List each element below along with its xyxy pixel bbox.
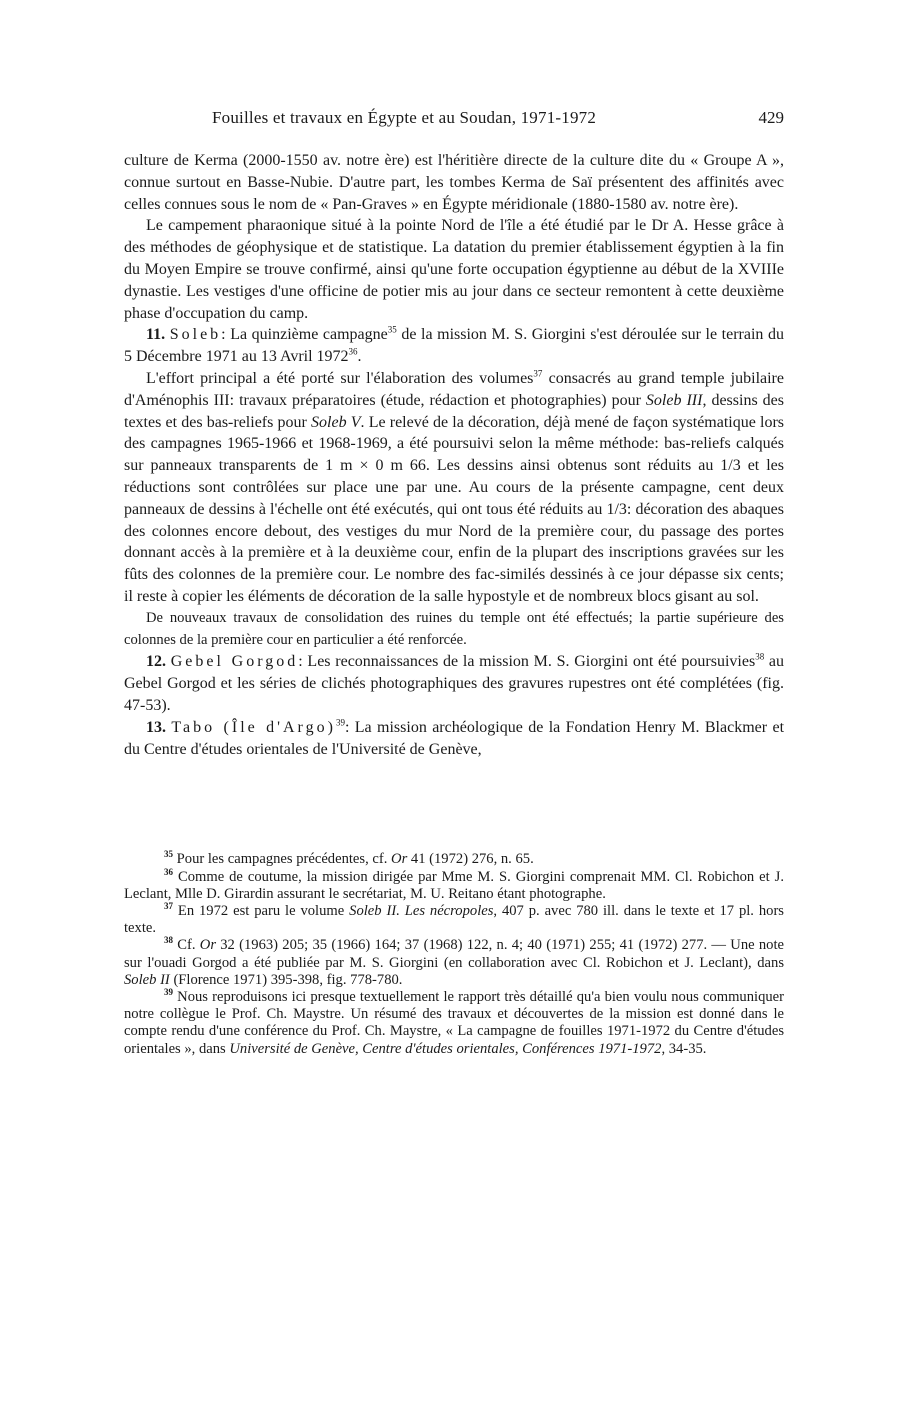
- footnote-35: $^{35}$ Pour les campagnes précédentes, cf. Or 41 (1972) 276, n. 65.: [164, 849, 534, 868]
- note-ref: 35: [387, 325, 397, 336]
- place-name: Gebel Gorgod: [170, 653, 299, 671]
- note-ref: 37: [533, 368, 543, 379]
- section-number: 13.: [146, 718, 166, 736]
- note-ref: 36: [348, 346, 358, 357]
- section-number: 12.: [146, 653, 166, 671]
- paragraph-kerma: culture de Kerma (2000-1550 av. notre ère) est l'héritière directe de la culture dite du « Groupe A », connue surtout en Basse-Nubie. D'autre part, les tombes Kerma de Saï présentent des affinités avec celles connues sous le nom de « Pan-Graves » en Égypte méridionale (1880-1580 av. notre ère).: [124, 152, 784, 213]
- document-page: [124, 108, 784, 1058]
- place-name: Soleb: [169, 326, 222, 344]
- paragraph-soleb: 11. Soleb: La quinzième campagne$^{35}$ de la mission M. S. Giorgini s'est déroulée sur le terrain du 5 Décembre 1971 au 13 Avril 1972$^{36}$.: [124, 325, 785, 366]
- paragraph-consolidation: De nouveaux travaux de consolidation des ruines du temple ont été effectués; la partie supérieure des colonnes de la première cour en particulier a été renforcée.: [124, 609, 784, 648]
- paragraph-campement: Le campement pharaonique situé à la pointe Nord de l'île a été étudié par le Dr A. Hesse grâce à des méthodes de géophysique et de statistique. La datation du premier établissement égyptien à la fin du Moyen Empire se trouve confirmé, ainsi qu'une forte occupation égyptienne au début de la XVIIIe dynastie. Les vestiges d'une officine de potier mis au jour dans ce secteur remontent à cette deuxième phase d'occupation du camp.: [124, 217, 784, 322]
- place-name: Tabo (Île d'Argo): [171, 718, 336, 736]
- note-ref: 38: [755, 652, 765, 662]
- paragraph-effort: L'effort principal a été porté sur l'élaboration des volumes$^{37}$ consacrés au grand temple jubilaire d'Aménophis III: travaux préparatoires (étude, rédaction et photographies) pour Soleb III, dessins des textes et des bas-reliefs pour Soleb V. Le relevé de la décoration, déjà mené de façon systématique lors des campagnes 1965-1966 et 1968-1969, a été poursuivi selon la même méthode: bas-reliefs calqués sur panneaux transparents de 1 m × 0 m 66. Les dessins ainsi obtenus sont réduits au 1/3 et les réductions sont contrôlées sur place une par une. Au cours de la présente campagne, cent deux panneaux de dessins à l'échelle ont été exécutés, qui ont tous été réduits au 1/3: décoration des abaques des colonnes encore debout, des vestiges du mur Nord de la première cour, du passage des portes donnant accès à la première et à la deuxième cour, enfin de la plupart des inscriptions gravées sur les fûts des colonnes de la première cour. Le nombre des fac-similés dessinés à ce jour dépasse six cents; il reste à copier les éléments de décoration de la salle hypostyle et de nombreux blocs gisant au sol.: [124, 368, 785, 605]
- footnote-36: $^{36}$ Comme de coutume, la mission dirigée par Mme M. S. Giorgini comprenait MM. Cl. Robichon et J. Leclant, Mlle D. Girardin assurant le secrétariat, M. U. Reitano étant photographe.: [124, 866, 784, 902]
- running-header: [124, 108, 784, 134]
- footnotes: [124, 851, 784, 1057]
- footnote-39: $^{39}$ Nous reproduisons ici presque textuellement le rapport très détaillé qu'a bien voulu nous communiquer notre collègue le Prof. Ch. Maystre. Un résumé des travaux et découvertes de la mission est donné dans le compte rendu d'une conférence du Prof. Ch. Maystre, « La campagne de fouilles 1971-1972 du Centre d'études orientales », dans Université de Genève, Centre d'études orientales, Conférences 1971-1972, 34-35.: [124, 987, 785, 1057]
- page-number: 429: [758, 108, 784, 127]
- body-text: [124, 150, 784, 760]
- header-title: Fouilles et travaux en Égypte et au Soudan, 1971-1972: [212, 108, 597, 127]
- section-number: 11.: [146, 326, 166, 344]
- footnote-37: $^{37}$ En 1972 est paru le volume Soleb II. Les nécropoles, 407 p. avec 780 ill. dans le texte et 17 pl. hors texte.: [124, 901, 784, 937]
- paragraph-gorgod: 12. Gebel Gorgod: Les reconnaissances de la mission M. S. Giorgini ont été poursuivies$^{38}$ au Gebel Gorgod et les séries de clichés photographiques des gravures rupestres ont été complétées (fig. 47-53).: [124, 652, 785, 714]
- paragraph-tabo: 13. Tabo (Île d'Argo)$^{39}$: La mission archéologique de la Fondation Henry M. Blackmer et du Centre d'études orientales de l'Université de Genève,: [124, 717, 785, 758]
- footnote-38: $^{38}$ Cf. Or 32 (1963) 205; 35 (1966) 164; 37 (1968) 122, n. 4; 40 (1971) 255; 41 (1972) 277. — Une note sur l'ouadi Gorgod a été publiée par M. S. Giorgini (en collaboration avec Cl. Robichon et J. Leclant), dans Soleb II (Florence 1971) 395-398, fig. 778-780.: [124, 935, 784, 988]
- note-ref: 39: [335, 717, 345, 728]
